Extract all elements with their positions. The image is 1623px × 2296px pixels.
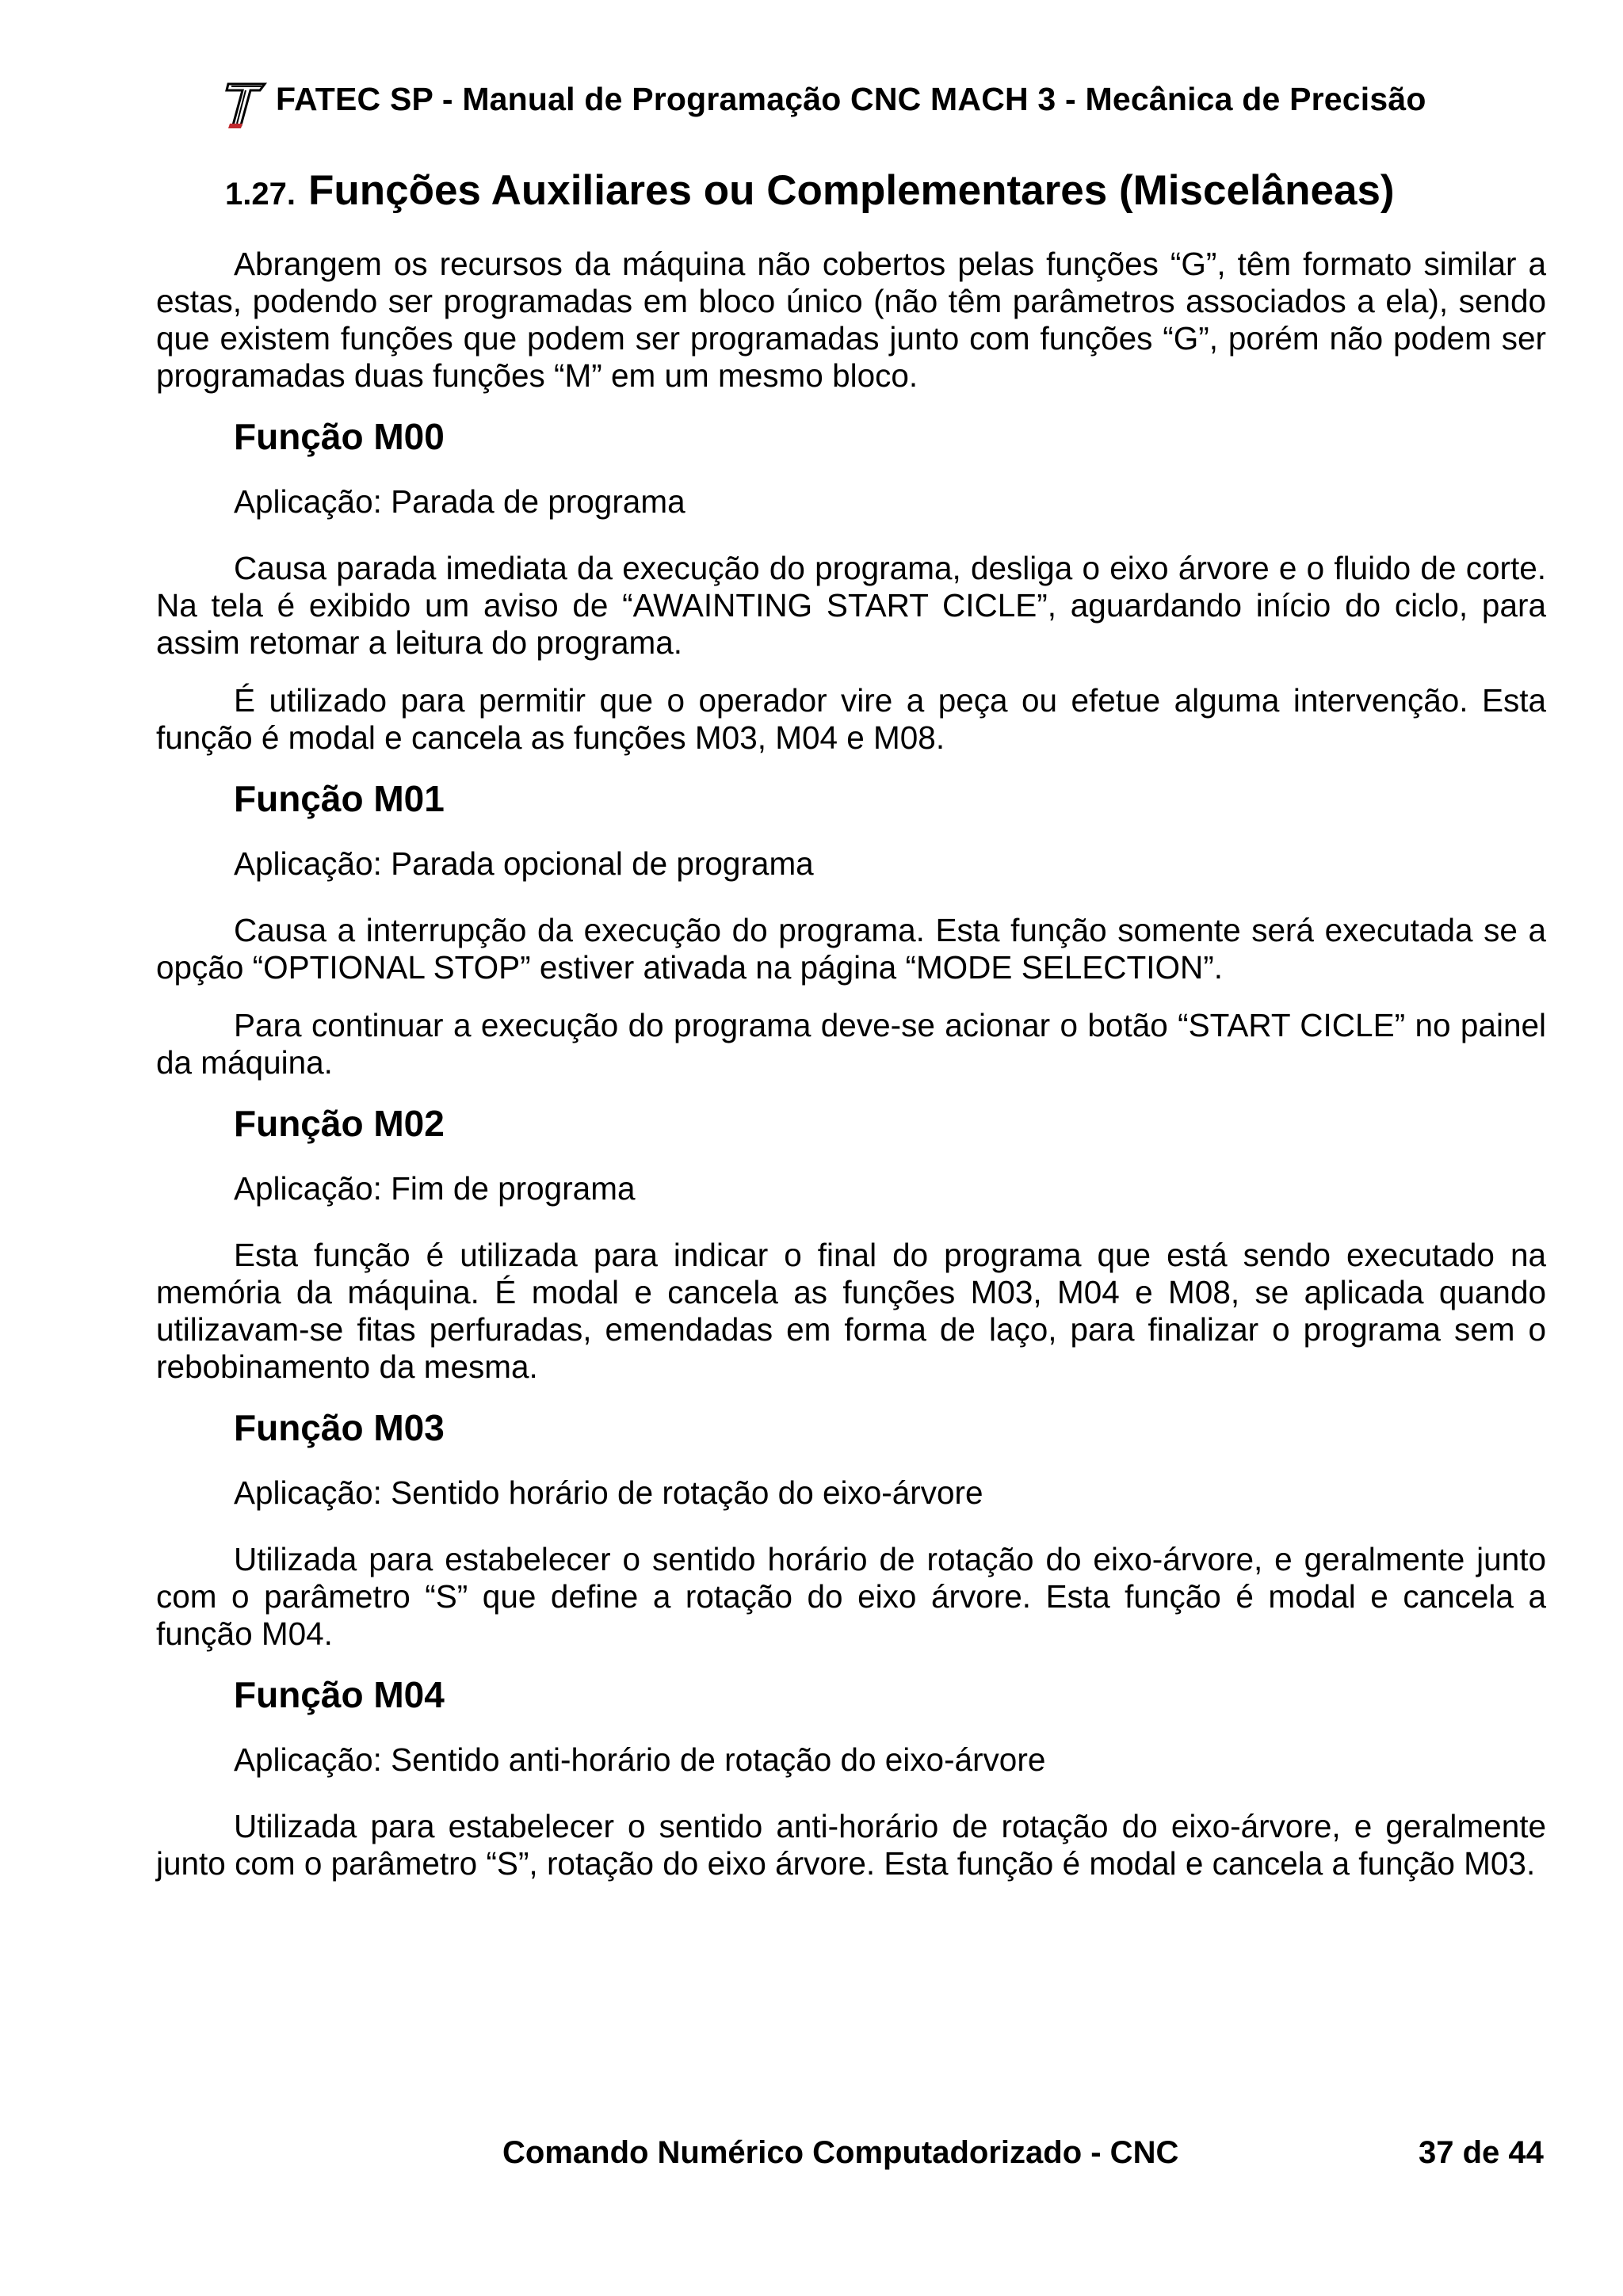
function-paragraph: Para continuar a execução do programa deve-se acionar o botão “START CICLE” no painel da máquina. [156, 1007, 1546, 1081]
function-title: Função M03 [234, 1407, 445, 1448]
footer-title: Comando Numérico Computadorizado - CNC [502, 2135, 1179, 2170]
function-application: Aplicação: Sentido anti-horário de rotação do eixo-árvore [234, 1741, 1046, 1778]
function-block-m02 [156, 1102, 1546, 1386]
function-paragraph: Utilizada para estabelecer o sentido horário de rotação do eixo-árvore, e geralmente junto com o parâmetro “S” que define a rotação do eixo árvore. Esta função é modal e cancela a função M04. [156, 1541, 1546, 1652]
function-paragraph: Causa a interrupção da execução do programa. Esta função somente será executada se a opção “OPTIONAL STOP” estiver ativada na página “MODE SELECTION”. [156, 912, 1546, 986]
function-block-m00 [156, 415, 1546, 757]
function-title: Função M02 [234, 1103, 445, 1144]
section-heading [225, 166, 1395, 215]
function-title: Função M04 [234, 1674, 445, 1715]
function-paragraph: Causa parada imediata da execução do programa, desliga o eixo árvore e o fluido de corte. Na tela é exibido um aviso de “AWAINTING START CICLE”, aguardando início do ciclo, para assim retomar a leitura do programa. [156, 550, 1546, 661]
intro-paragraph: Abrangem os recursos da máquina não cobertos pelas funções “G”, têm formato similar a estas, podendo ser programadas em bloco único (não têm parâmetros associados a ela), sendo que existem funções que podem ser programadas junto com funções “G”, porém não podem ser programadas duas funções “M” em um mesmo bloco. [156, 246, 1546, 394]
main-content [156, 246, 1546, 1903]
section-number: 1.27. [225, 177, 296, 212]
function-paragraph: Esta função é utilizada para indicar o final do programa que está sendo executado na memória da máquina. É modal e cancela as funções M03, M04 e M08, se aplicada quando utilizavam-se fitas perfuradas, emendadas em forma de laço, para finalizar o programa sem o rebobinamento da mesma. [156, 1237, 1546, 1385]
function-block-m04 [156, 1673, 1546, 1882]
function-title: Função M01 [234, 778, 445, 819]
function-block-m01 [156, 777, 1546, 1081]
function-paragraph: É utilizado para permitir que o operador vire a peça ou efetue alguma intervenção. Esta função é modal e cancela as funções M03, M04 e M08. [156, 682, 1546, 756]
function-block-m03 [156, 1406, 1546, 1653]
function-paragraph: Utilizada para estabelecer o sentido anti-horário de rotação do eixo-árvore, e geralmente junto com o parâmetro “S”, rotação do eixo árvore. Esta função é modal e cancela a função M03. [156, 1808, 1546, 1882]
page-header [223, 79, 1460, 135]
page-footer [0, 2135, 1623, 2183]
function-application: Aplicação: Sentido horário de rotação do eixo-árvore [234, 1474, 983, 1511]
function-title: Função M00 [234, 416, 445, 457]
function-application: Aplicação: Parada de programa [234, 483, 685, 520]
page-number: 37 de 44 [1419, 2135, 1544, 2170]
section-title: Funções Auxiliares ou Complementares (Miscelâneas) [307, 167, 1395, 214]
function-application: Aplicação: Parada opcional de programa [234, 845, 814, 882]
fatec-logo-icon [223, 79, 269, 130]
function-application: Aplicação: Fim de programa [234, 1170, 636, 1207]
header-title: FATEC SP - Manual de Programação CNC MACH 3 - Mecânica de Precisão [276, 81, 1426, 117]
